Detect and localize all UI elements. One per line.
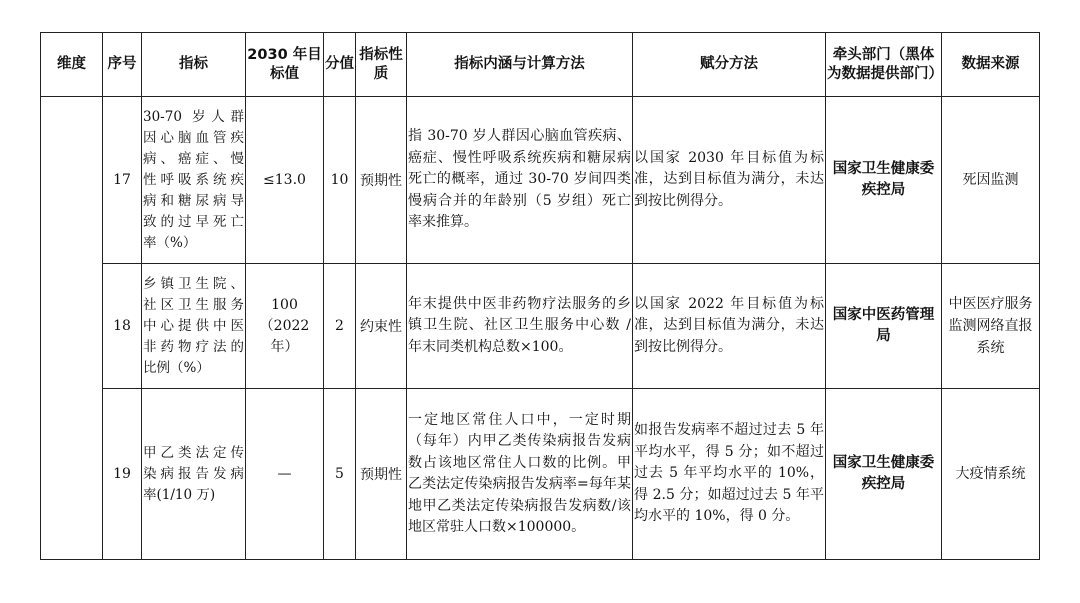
indicator-line: 因心脑血管疾 (143, 129, 244, 146)
indicator-nature: 预期性 (356, 389, 407, 560)
row-number: 18 (103, 264, 142, 389)
dimension-cell (41, 97, 103, 560)
scoring-text: 以国家 2030 年目标值为标准，达到目标值为满分，未达到按比例得分。 (633, 97, 826, 264)
header-source: 数据来源 (942, 33, 1040, 97)
indicator-line: 病和糖尿病导 (143, 192, 244, 209)
table-row (41, 97, 1040, 264)
indicator-nature: 预期性 (356, 97, 407, 264)
target-value: 100（2022 年） (246, 264, 324, 389)
lead-department: 国家卫生健康委疾控局 (826, 389, 942, 560)
indicator-line: 病、癌症、慢 (143, 150, 244, 167)
indicator-line: 甲乙类法定传 (143, 444, 244, 461)
scoring-text: 如报告发病率不超过过去 5 年平均水平，得 5 分；如不超过过去 5 年平均水平的 10%，得 2.5 分；如超过过去 5 年平均水平的 10%，得 0 分。 (633, 389, 826, 560)
table-row (41, 264, 1040, 389)
lead-department: 国家卫生健康委疾控局 (826, 97, 942, 264)
lead-department: 国家中医药管理局 (826, 264, 942, 389)
indicator-line: 30-70 岁人群 (143, 108, 244, 125)
indicator-nature: 约束性 (356, 264, 407, 389)
indicator-line: 比例（%） (143, 359, 210, 376)
data-source: 中医医疗服务监测网络直报系统 (942, 264, 1040, 389)
indicator-name (142, 97, 246, 264)
indicator-name (142, 264, 246, 389)
header-target: 2030 年目标值 (246, 33, 324, 97)
data-source: 大疫情系统 (942, 389, 1040, 560)
target-value: — (246, 389, 324, 560)
indicator-line: 率（%） (143, 234, 197, 251)
header-score: 分值 (324, 33, 356, 97)
scoring-text: 以国家 2022 年目标值为标准，达到目标值为满分，未达到按比例得分。 (633, 264, 826, 389)
data-source: 死因监测 (942, 97, 1040, 264)
indicator-line: 非药物疗法的 (143, 338, 244, 355)
definition-text: 一定地区常住人口中，一定时期（每年）内甲乙类传染病报告发病数占该地区常住人口数的比例。甲乙类法定传染病报告发病率=每年某地甲乙类法定传染病报告发病数/该地区常驻人口数×100000。 (407, 389, 633, 560)
indicator-line: 率(1/10 万) (143, 486, 216, 503)
indicator-line: 中心提供中医 (143, 317, 244, 334)
definition-text: 年末提供中医非药物疗法服务的乡镇卫生院、社区卫生服务中心数 / 年末同类机构总数×100。 (407, 264, 633, 389)
definition-text: 指 30-70 岁人群因心脑血管疾病、癌症、慢性呼吸系统疾病和糖尿病死亡的概率，通过 30-70 岁间四类慢病合并的年龄别（5 岁组）死亡率来推算。 (407, 97, 633, 264)
row-number: 19 (103, 389, 142, 560)
header-dimension: 维度 (41, 33, 103, 97)
indicator-line: 染病报告发病 (143, 465, 244, 482)
table-row (41, 389, 1040, 560)
indicator-line: 致的过早死亡 (143, 213, 244, 230)
header-no: 序号 (103, 33, 142, 97)
indicator-line: 性呼吸系统疾 (143, 171, 244, 188)
indicator-table (40, 32, 1040, 560)
row-number: 17 (103, 97, 142, 264)
indicator-name (142, 389, 246, 560)
indicator-line: 乡镇卫生院、 (143, 275, 244, 292)
score-value: 2 (324, 264, 356, 389)
header-indicator: 指标 (142, 33, 246, 97)
score-value: 5 (324, 389, 356, 560)
header-lead-dept: 牵头部门（黑体为数据提供部门） (826, 33, 942, 97)
header-scoring: 赋分方法 (633, 33, 826, 97)
header-row (41, 33, 1040, 97)
target-value: ≤13.0 (246, 97, 324, 264)
indicator-line: 社区卫生服务 (143, 296, 244, 313)
header-definition: 指标内涵与计算方法 (407, 33, 633, 97)
score-value: 10 (324, 97, 356, 264)
header-nature: 指标性质 (356, 33, 407, 97)
